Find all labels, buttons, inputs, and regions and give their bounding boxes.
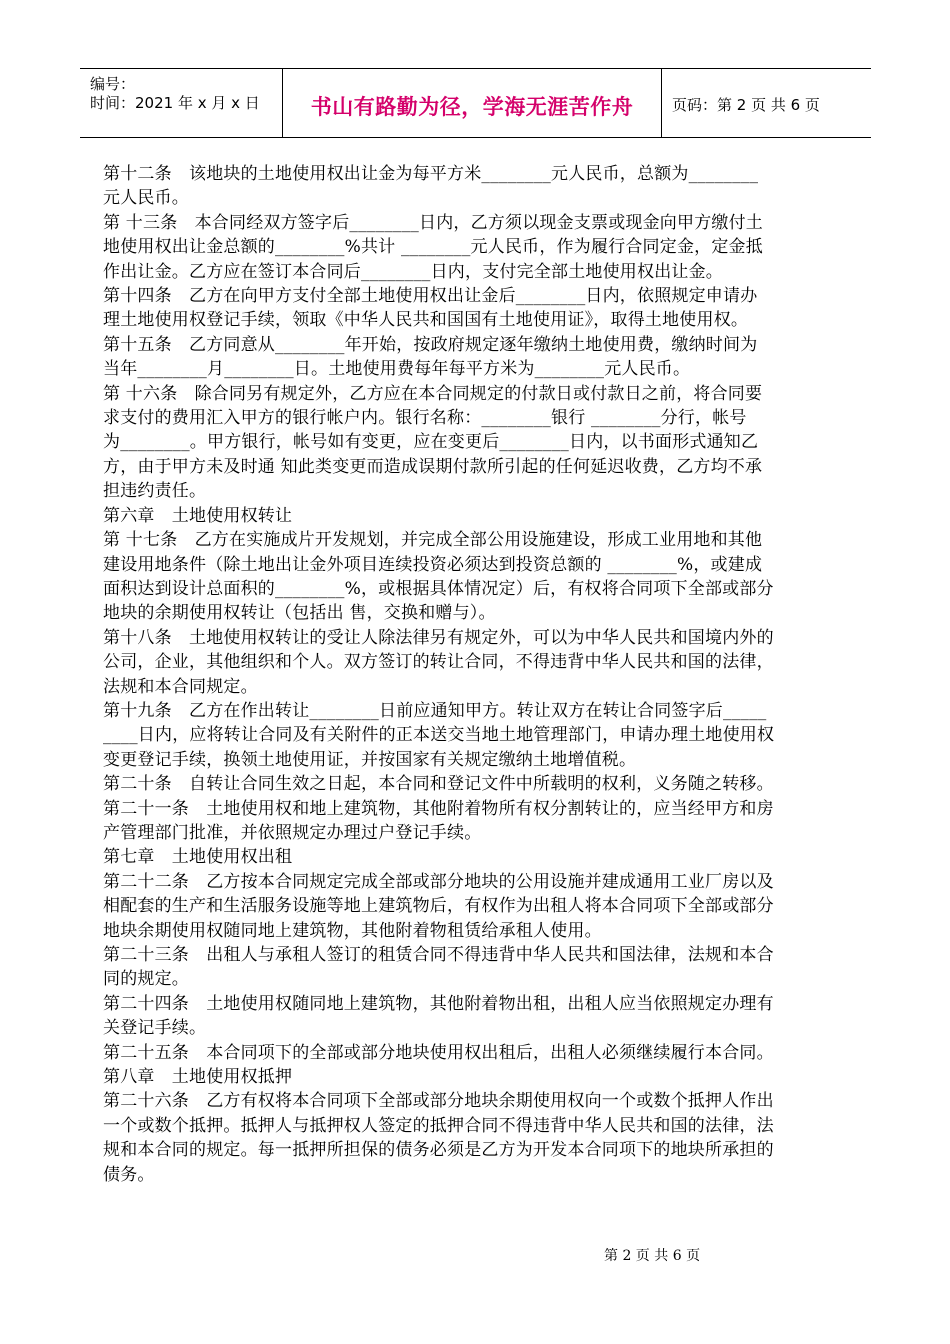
body-line: 第十五条 乙方同意从________年开始，按政府规定逐年缴纳土地使用费，缴纳时间为	[103, 334, 758, 355]
body-line: 第 十七条 乙方在实施成片开发规划，并完成全部公用设施建设，形成工业用地和其他	[103, 530, 763, 551]
body-line: 第十四条 乙方在向甲方支付全部土地使用权出让金后________日内，依照规定申请办	[103, 286, 758, 307]
document-date: 时间：2021 年 x 月 x 日	[90, 94, 260, 112]
body-line: 一个或数个抵押。抵押人与抵押权人签定的抵押合同不得违背中华人民共和国的法律，法	[103, 1115, 774, 1136]
document-body	[103, 162, 848, 1187]
header-motto: 书山有路勤为径，学海无涯苦作舟	[310, 95, 634, 119]
header-table	[80, 68, 871, 138]
body-line: 变更登记手续，换领土地使用证，并按国家有关规定缴纳土地增值税。	[103, 749, 637, 770]
body-line: 规和本合同的规定。每一抵押所担保的债务必须是乙方为开发本合同项下的地块所承担的	[103, 1140, 774, 1161]
header-page-cell	[662, 69, 871, 137]
body-line: 同的规定。	[103, 969, 189, 990]
body-line: 第七章 土地使用权出租	[103, 847, 293, 868]
body-line: 地使用权出让金总额的________%共计 ________元人民币，作为履行合同定金，定金抵	[103, 237, 763, 258]
document-number-label: 编号：	[90, 75, 136, 93]
body-line: 面积达到设计总面积的________%，或根据具体情况定）后，有权将合同项下全部或部分	[103, 578, 774, 599]
body-line: 第 十三条 本合同经双方签字后________日内，乙方须以现金支票或现金向甲方缴付土	[103, 212, 764, 233]
body-line: 方，由于甲方未及时通 知此类变更而造成误期付款所引起的任何延迟收费，乙方均不承	[103, 456, 763, 477]
body-line: 担违约责任。	[103, 481, 207, 502]
body-line: 相配套的生产和生活服务设施等地上建筑物后，有权作为出租人将本合同项下全部或部分	[103, 896, 774, 917]
body-line: 第二十四条 土地使用权随同地上建筑物，其他附着物出租，出租人应当依照规定办理有	[103, 993, 774, 1014]
header-motto-cell	[283, 69, 662, 137]
body-line: 第十二条 该地块的土地使用权出让金为每平方米________元人民币，总额为________	[103, 164, 759, 184]
body-line: 第二十三条 出租人与承租人签订的租赁合同不得违背中华人民共和国法律，法规和本合	[103, 945, 774, 965]
body-line: 关登记手续。	[103, 1018, 207, 1039]
body-line: 债务。	[103, 1164, 155, 1185]
body-line: 公司，企业，其他组织和个人。双方签订的转让合同，不得违背中华人民共和国的法律，	[103, 652, 774, 673]
body-line: 元人民币。	[103, 188, 189, 209]
body-line: 第八章 土地使用权抵押	[103, 1067, 293, 1088]
body-line: ____日内，应将转让合同及有关附件的正本送交当地土地管理部门，申请办理土地使用权	[103, 725, 775, 746]
body-line: 地块余期使用权随同地上建筑物，其他附着物租赁给承租人使用。	[103, 920, 602, 941]
body-line: 第二十一条 土地使用权和地上建筑物，其他附着物所有权分割转让的，应当经甲方和房	[103, 798, 774, 819]
body-line: 地块的余期使用权转让（包括出 售，交换和赠与）。	[103, 603, 496, 624]
body-line: 作出让金。乙方应在签订本合同后________日内，支付完全部土地使用权出让金。	[103, 261, 723, 282]
header-page-label: 页码：第 2 页 共 6 页	[672, 96, 820, 114]
body-line: 第 十六条 除合同另有规定外，乙方应在本合同规定的付款日或付款日之前，将合同要	[103, 383, 763, 404]
body-line: 建设用地条件（除土地出让金外项目连续投资必须达到投资总额的 ________%，或建成	[103, 554, 763, 575]
body-line: 第十八条 土地使用权转让的受让人除法律另有规定外，可以为中华人民共和国境内外的	[103, 627, 774, 648]
body-line: 第二十条 自转让合同生效之日起，本合同和登记文件中所载明的权利，义务随之转移。	[103, 774, 774, 795]
body-line: 第二十二条 乙方按本合同规定完成全部或部分地块的公用设施并建成通用工业厂房以及	[103, 871, 774, 892]
footer-page-number: 第 2 页 共 6 页	[604, 1248, 701, 1264]
body-line: 求支付的费用汇入甲方的银行帐户内。银行名称：________银行 ________分行，帐号	[103, 408, 747, 429]
header-info-cell	[80, 69, 283, 137]
body-line: 第二十五条 本合同项下的全部或部分地块使用权出租后，出租人必须继续履行本合同。	[103, 1042, 774, 1063]
body-line: 法规和本合同规定。	[103, 676, 258, 697]
body-line: 当年________月________日。土地使用费每年每平方米为________元人民币。	[103, 359, 691, 380]
body-line: 第二十六条 乙方有权将本合同项下全部或部分地块余期使用权向一个或数个抵押人作出	[103, 1091, 774, 1112]
body-line: 理土地使用权登记手续，领取《中华人民共和国国有土地使用证》，取得土地使用权。	[103, 310, 749, 331]
body-line: 第六章 土地使用权转让	[103, 505, 293, 526]
body-line: 为________。甲方银行，帐号如有变更，应在变更后________日内，以书面形式通知乙	[103, 432, 759, 453]
body-line: 第十九条 乙方在作出转让________日前应通知甲方。转让双方在转让合同签字后_____	[103, 700, 767, 721]
body-line: 产管理部门批准，并依照规定办理过户登记手续。	[103, 822, 482, 843]
